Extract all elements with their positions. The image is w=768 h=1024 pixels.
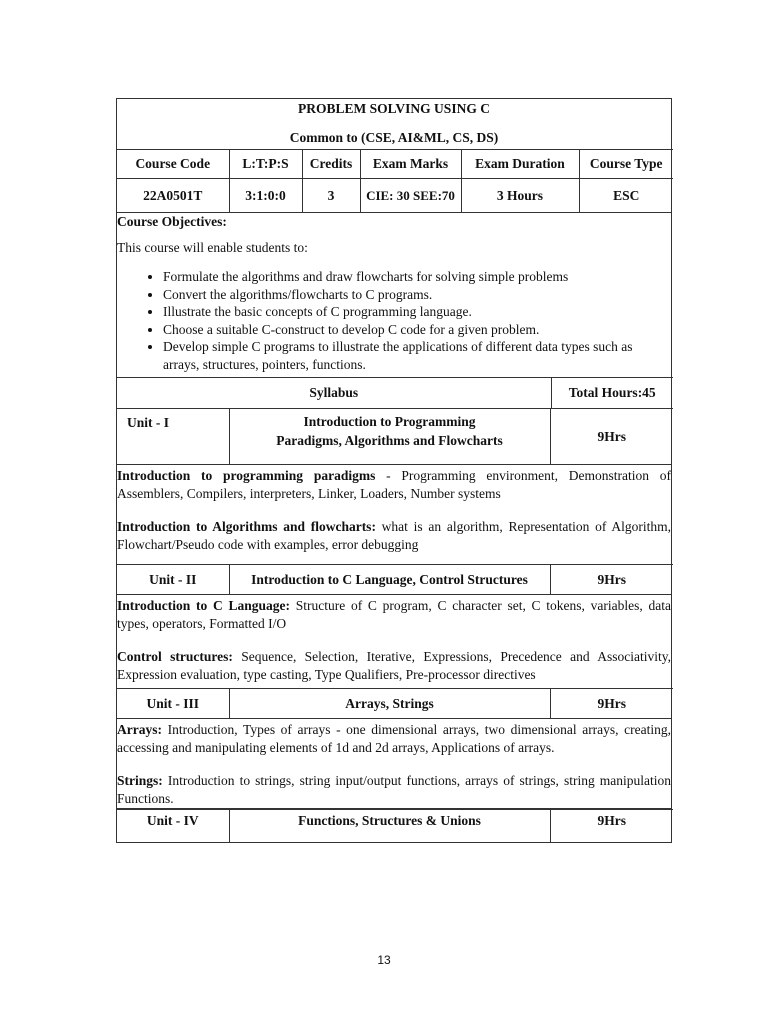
unit-4-hours: 9Hrs <box>550 810 673 843</box>
unit-3-topic-2-lead: Strings: <box>117 773 163 788</box>
course-info-table <box>117 149 673 212</box>
unit-1-title: Introduction to Programming Paradigms, Algorithms and Flowcharts <box>229 409 550 465</box>
value-exam-duration: 3 Hours <box>461 179 579 213</box>
objective-item: • Develop simple C programs to illustrate the applications of different data types such as arrays, structures, pointers, functions. <box>163 338 671 373</box>
unit-3-header-table <box>117 688 673 718</box>
syllabus-header-table <box>117 377 673 408</box>
unit-3-paragraph-1 <box>117 719 671 757</box>
unit-3-hours: 9Hrs <box>550 689 673 719</box>
header-course-type: Course Type <box>579 150 673 179</box>
header-exam-marks: Exam Marks <box>360 150 461 179</box>
value-ltps: 3:1:0:0 <box>229 179 302 213</box>
unit-3-topic-1-lead: Arrays: <box>117 722 162 737</box>
unit-3-topic-1-text: Introduction, Types of arrays - one dimensional arrays, two dimensional arrays, creating, accessing and manipulating elements of 1d and 2d arrays, Applications of arrays. <box>117 722 671 755</box>
course-title: PROBLEM SOLVING USING C <box>298 101 490 116</box>
course-objectives-section <box>117 212 671 373</box>
unit-4-box <box>116 808 672 843</box>
course-info-value-row <box>117 179 673 213</box>
value-credits: 3 <box>302 179 360 213</box>
objectives-intro: This course will enable students to: <box>117 240 308 255</box>
unit-3-topic-2-text: Introduction to strings, string input/output functions, arrays of strings, string manipulation Functions. <box>117 773 671 806</box>
unit-2-paragraph-1 <box>117 595 671 633</box>
unit-1-header-table <box>117 408 673 464</box>
unit-3-header-row <box>117 689 673 719</box>
unit-2-title: Introduction to C Language, Control Structures <box>229 565 550 595</box>
unit-1-topic-2-lead: Introduction to Algorithms and flowcharts: <box>117 519 376 534</box>
syllabus-header-row <box>117 378 673 409</box>
value-exam-marks: CIE: 30 SEE:70 <box>360 179 461 213</box>
unit-2-topic-2-lead: Control structures: <box>117 649 233 664</box>
unit-1-hours: 9Hrs <box>550 409 673 465</box>
unit-1-paragraph-1 <box>117 465 671 503</box>
unit-2-topic-2-text: Sequence, Selection, Iterative, Expressions, Precedence and Associativity, Expression evaluation, type casting, Type Qualifiers, Pre-processor directives <box>117 649 671 682</box>
unit-1-header-row <box>117 409 673 465</box>
course-info-header-row <box>117 150 673 179</box>
unit-3-content <box>117 718 671 808</box>
header-credits: Credits <box>302 150 360 179</box>
unit-4-title: Functions, Structures & Unions <box>229 810 550 843</box>
unit-1-paragraph-2 <box>117 516 671 564</box>
unit-1-topic-1-lead: Introduction to programming paradigms <box>117 468 376 483</box>
unit-4-header-row <box>117 810 673 843</box>
total-hours-label: Total Hours:45 <box>551 378 673 409</box>
objective-item: • Convert the algorithms/flowcharts to C programs. <box>163 286 671 304</box>
header-ltps: L:T:P:S <box>229 150 302 179</box>
value-course-type: ESC <box>579 179 673 213</box>
header-course-code: Course Code <box>117 150 229 179</box>
unit-2-topic-1-text: Structure of C program, C character set, C tokens, variables, data types, operators, Formatted I/O <box>117 598 671 631</box>
unit-2-content <box>117 594 671 688</box>
value-course-code: 22A0501T <box>117 179 229 213</box>
unit-3-paragraph-2 <box>117 770 671 808</box>
objectives-heading: Course Objectives: <box>117 214 227 229</box>
objective-item: • Formulate the algorithms and draw flowcharts for solving simple problems <box>163 268 671 286</box>
unit-1-topic-1-text: - Programming environment, Demonstration of Assemblers, Compilers, interpreters, Linker, Loaders, Number systems <box>117 468 671 501</box>
syllabus-label: Syllabus <box>117 378 551 409</box>
unit-3-title: Arrays, Strings <box>229 689 550 719</box>
unit-2-header-table <box>117 564 673 594</box>
unit-1-content <box>117 464 671 564</box>
common-to-label: Common to (CSE, AI&ML, CS, DS) <box>289 130 499 145</box>
unit-3-label: Unit - III <box>117 689 229 719</box>
unit-4-header-table <box>117 809 673 842</box>
unit-2-header-row <box>117 565 673 595</box>
unit-2-topic-1-lead: Introduction to C Language: <box>117 598 290 613</box>
unit-2-label: Unit - II <box>117 565 229 595</box>
objective-item: • Illustrate the basic concepts of C programming language. <box>163 303 671 321</box>
objective-item: • Choose a suitable C-construct to develop C code for a given problem. <box>163 321 671 339</box>
unit-2-paragraph-2 <box>117 646 671 688</box>
unit-1-topic-2-text: what is an algorithm, Representation of Algorithm, Flowchart/Pseudo code with examples, error debugging <box>117 519 671 552</box>
unit-4-label: Unit - IV <box>117 810 229 843</box>
header-exam-duration: Exam Duration <box>461 150 579 179</box>
unit-1-label: Unit - I <box>117 409 229 465</box>
course-header-box <box>116 98 672 808</box>
page-number: 13 <box>377 953 391 967</box>
course-syllabus-document <box>116 98 672 843</box>
objectives-list <box>117 268 671 373</box>
course-title-block <box>117 99 671 149</box>
unit-2-hours: 9Hrs <box>550 565 673 595</box>
